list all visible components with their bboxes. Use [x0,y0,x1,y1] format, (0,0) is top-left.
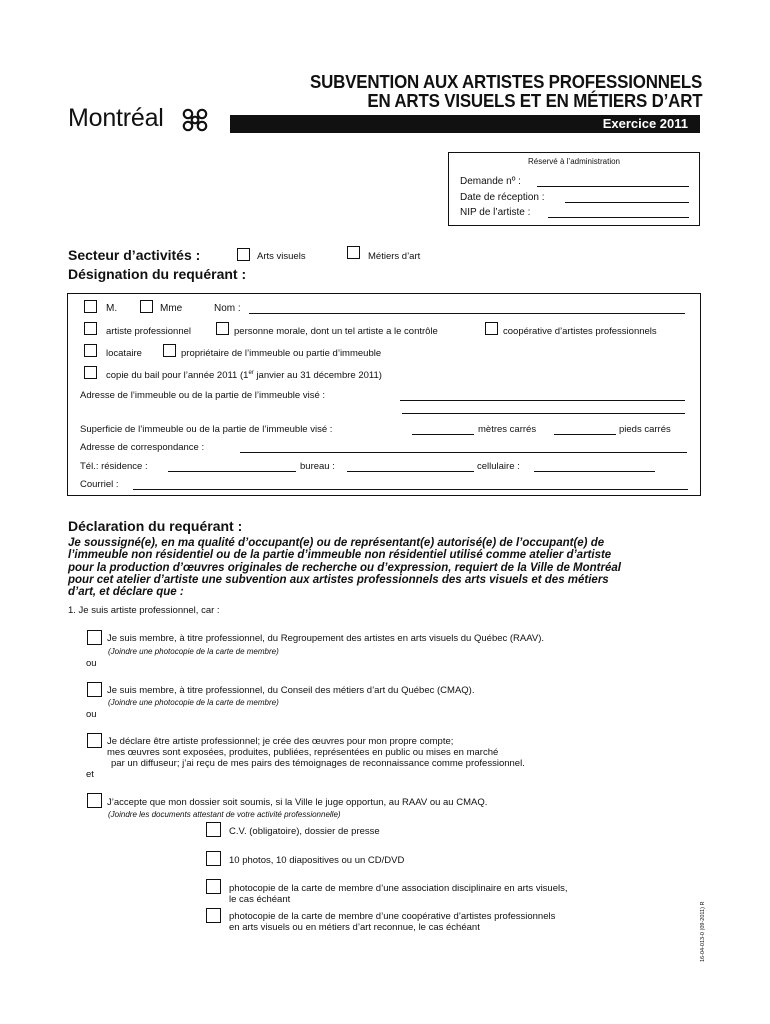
carte-assoc-line-1: photocopie de la carte de membre d’une association disciplinaire en arts visuels, [229,883,568,894]
joindre-note-2: (Joindre une photocopie de la carte de membre) [108,698,279,707]
nip-label: NIP de l’artiste : [460,207,531,218]
declaration-line: l’immeuble non résidentiel ou de la partie d’immeuble non résidentiel utilisé comme atelier d’artiste [68,549,612,562]
photos-checkbox[interactable] [206,851,221,866]
ou-2: ou [86,709,97,720]
arts-visuels-checkbox[interactable] [237,248,250,261]
morale-checkbox[interactable] [216,322,229,335]
et-label: et [86,769,94,780]
courriel-field[interactable] [133,489,688,490]
proprietaire-checkbox[interactable] [163,344,176,357]
photos-label: 10 photos, 10 diapositives ou un CD/DVD [229,855,405,866]
locataire-label: locataire [106,348,142,359]
date-label: Date de réception : [460,192,545,203]
declaration-line: pour cet atelier d’artiste une subvention aux artistes professionnels des arts visuels et des métiers [68,573,609,586]
carte-coop-line-1: photocopie de la carte de membre d’une coopérative d’artistes professionnels [229,911,556,922]
declare-line-2: mes œuvres sont exposées, produites, publiées, représentées en public ou mises en marché [107,747,499,758]
adresse-field-2[interactable] [402,413,685,414]
exercise-band: Exercice 2011 [230,115,700,133]
arts-visuels-label: Arts visuels [257,251,306,262]
metiers-art-checkbox[interactable] [347,246,360,259]
proprietaire-label: propriétaire de l’immeuble ou partie d’immeuble [181,348,382,359]
nom-label: Nom : [214,303,241,314]
raav-label: Je suis membre, à titre professionnel, du Regroupement des artistes en arts visuels du Québec (RAAV). [107,633,545,644]
carte-assoc-line-2: le cas échéant [229,894,291,905]
m-checkbox[interactable] [84,300,97,313]
bail-sup: er [248,370,254,376]
coop-checkbox[interactable] [485,322,498,335]
mme-label: Mme [160,303,183,314]
raav-checkbox[interactable] [87,630,102,645]
secteur-label: Secteur d’activités : [68,247,201,263]
form-title-line1: SUBVENTION AUX ARTISTES PROFESSIONNELS [309,72,702,92]
tel-field[interactable] [168,471,296,472]
form-title-line2: EN ARTS VISUELS ET EN MÉTIERS D’ART [367,91,702,111]
declare-checkbox[interactable] [87,733,102,748]
declare-line-1: Je déclare être artiste professionnel; je crée des œuvres pour mon propre compte; [107,736,454,747]
montreal-logo: Montréal [68,104,164,132]
montreal-flower-icon [179,107,211,138]
joindre-note-3: (Joindre les documents attestant de votre activité professionnelle) [108,810,341,819]
item1-label: 1. Je suis artiste professionnel, car : [68,605,220,616]
pieds-label: pieds carrés [619,424,671,435]
m-label: M. [106,303,118,314]
pieds-field[interactable] [554,434,616,435]
joindre-note-1: (Joindre une photocopie de la carte de membre) [108,647,279,656]
tel-label: Tél.: résidence : [80,461,148,472]
declaration-line: d’art, et déclare que : [68,586,184,599]
locataire-checkbox[interactable] [84,344,97,357]
accepte-checkbox[interactable] [87,793,102,808]
mme-checkbox[interactable] [140,300,153,313]
superficie-label: Superficie de l’immeuble ou de la partie de l’immeuble visé : [80,424,333,435]
nom-field[interactable] [249,313,685,314]
bail-text: copie du bail pour l’année 2011 (1 [106,370,249,382]
designation-heading: Désignation du requérant : [68,266,247,282]
declaration-line: pour la production d’œuvres originales de recherche ou d’expression, requiert de la Ville de Montréal [68,561,621,574]
accepte-label: J’accepte que mon dossier soit soumis, si la Ville le juge opportun, au RAAV ou au CMAQ. [107,797,488,808]
carte-coop-checkbox[interactable] [206,908,221,923]
nip-field[interactable] [548,217,689,218]
cv-checkbox[interactable] [206,822,221,837]
form-code: 16-04-013-0 (09-2011) R [700,901,706,962]
cmaq-checkbox[interactable] [87,682,102,697]
cv-label: C.V. (obligatoire), dossier de presse [229,826,380,837]
declare-line-3: par un diffuseur; j’ai reçu de mes pairs des témoignages de reconnaissance comme professionnel. [111,758,525,769]
bail-checkbox[interactable] [84,366,97,379]
adresse-field[interactable] [400,400,685,401]
carte-coop-line-2: en arts visuels ou en métiers d’art reconnue, le cas échéant [229,922,480,933]
correspondance-field[interactable] [240,452,687,453]
morale-label: personne morale, dont un tel artiste a le contrôle [234,326,438,337]
cmaq-label: Je suis membre, à titre professionnel, du Conseil des métiers d’art du Québec (CMAQ). [107,685,475,696]
bureau-field[interactable] [347,471,474,472]
date-field[interactable] [565,202,689,203]
demande-label: Demande nº : [460,176,521,187]
admin-heading: Réservé à l’administration [527,157,621,166]
artiste-checkbox[interactable] [84,322,97,335]
bureau-label: bureau : [300,461,335,472]
carte-assoc-checkbox[interactable] [206,879,221,894]
declaration-text [68,537,708,598]
cellulaire-label: cellulaire : [477,461,520,472]
demande-field[interactable] [537,186,689,187]
coop-label: coopérative d’artistes professionnels [503,326,657,337]
courriel-label: Courriel : [80,479,119,490]
bail-label [106,370,382,381]
declaration-line: Je soussigné(e), en ma qualité d’occupant(e) ou de représentant(e) autorisé(e) de l’occupant(e) de [68,537,605,549]
correspondance-label: Adresse de correspondance : [80,442,205,453]
artiste-label: artiste professionnel [106,326,192,337]
metiers-art-label: Métiers d’art [368,251,421,262]
bail-text-end: janvier au 31 décembre 2011) [253,370,382,382]
adresse-label: Adresse de l’immeuble ou de la partie de l’immeuble visé : [80,390,326,401]
declaration-heading: Déclaration du requérant : [68,518,243,534]
cellulaire-field[interactable] [534,471,655,472]
metres-label: mètres carrés [478,424,537,435]
metres-field[interactable] [412,434,474,435]
ou-1: ou [86,658,97,669]
